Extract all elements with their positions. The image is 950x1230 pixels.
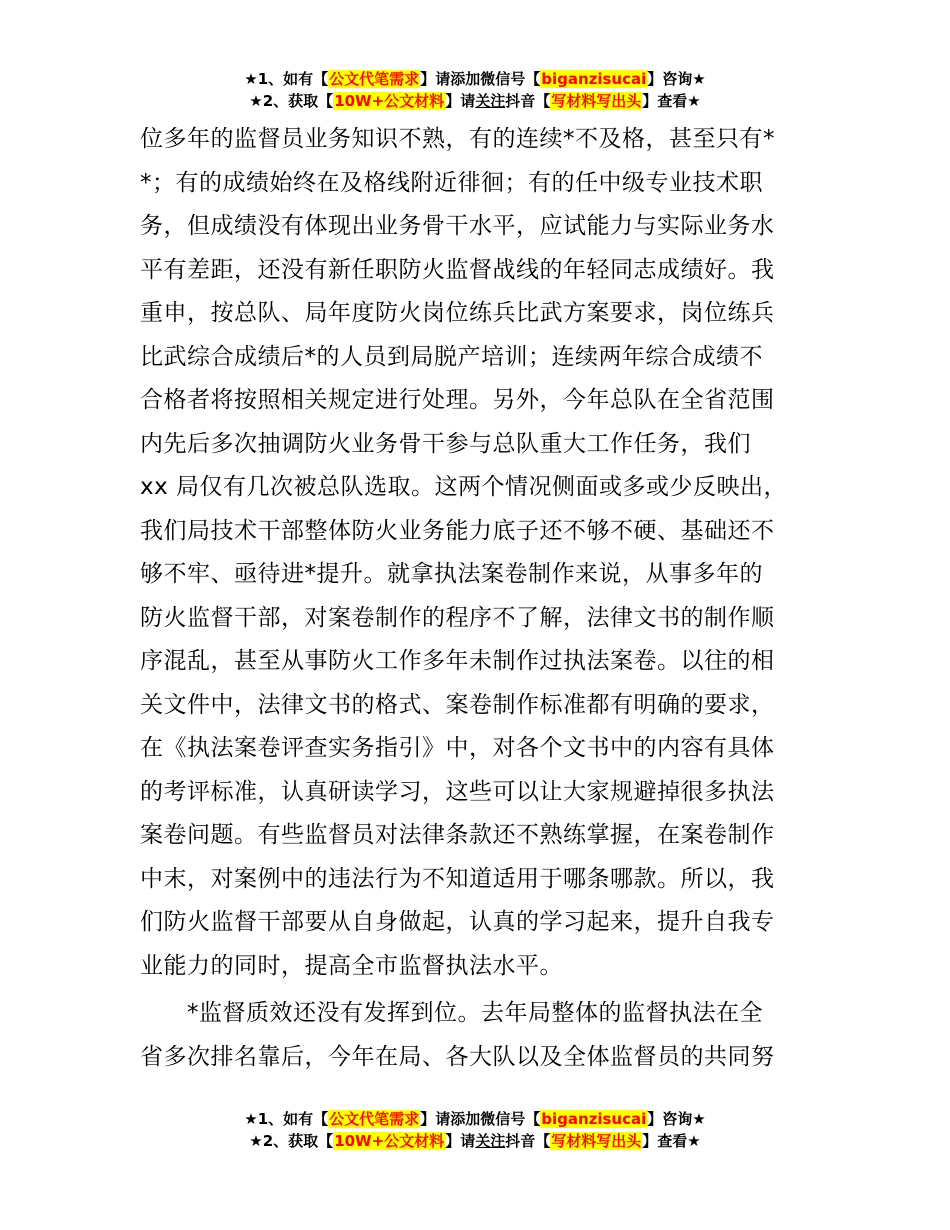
- header-highlight-wechat-id: biganzisucai: [541, 70, 647, 88]
- text-line: 平有差距，还没有新任职防火监督战线的年轻同志成绩好。我: [140, 256, 775, 283]
- footer-highlight-wechat-id: biganzisucai: [541, 1110, 647, 1128]
- footer-highlight-ghost-writing: 公文代笔需求: [329, 1110, 420, 1128]
- footer-highlight-douyin-account: 写材料写出头: [551, 1132, 642, 1150]
- text-line: 务，但成绩没有体现出业务骨干水平，应试能力与实际业务水: [140, 213, 775, 239]
- text-line: 合格者将按照相关规定进行处理。另外，今年总队在全省范围: [140, 387, 775, 413]
- text-line: 中末，对案例中的违法行为不知道适用于哪条哪款。所以，我: [140, 865, 775, 892]
- document-body: [140, 118, 830, 1079]
- text-line: 关文件中，法律文书的格式、案卷制作标准都有明确的要求，: [140, 691, 775, 718]
- text-line: *监督质效还没有发挥到位。去年局整体的监督执法在全: [140, 1000, 763, 1026]
- text-line: 比武综合成绩后*的人员到局脱产培训；连续两年综合成绩不: [140, 343, 763, 370]
- paragraph-1: [140, 118, 830, 988]
- footer-line-2-post: 】查看★: [642, 1132, 701, 1150]
- text-line: xx 局仅有几次被总队选取。这两个情况侧面或多或少反映出，: [140, 474, 788, 500]
- footer-line-2-pre: ★2、获取【: [249, 1132, 334, 1150]
- text-line: 的考评标准，认真研读学习，这些可以让大家规避掉很多执法: [140, 778, 775, 805]
- header-banner: [0, 68, 950, 112]
- header-highlight-materials: 10W+公文材料: [334, 92, 445, 110]
- text-line: 序混乱，甚至从事防火工作多年未制作过执法案卷。以往的相: [140, 648, 775, 674]
- text-line: 们防火监督干部要从自身做起，认真的学习起来，提升自我专: [140, 909, 775, 935]
- text-line: 我们局技术干部整体防火业务能力底子还不够不硬、基础还不: [140, 517, 775, 544]
- header-line-1-mid: 】请添加微信号【: [420, 70, 541, 88]
- header-line-1-pre: ★1、如有【: [244, 70, 329, 88]
- text-line: 案卷问题。有些监督员对法律条款还不熟练掌握，在案卷制作: [140, 822, 775, 848]
- header-underline-follow: 关注: [475, 92, 506, 110]
- header-line-2-pre: ★2、获取【: [249, 92, 334, 110]
- footer-line-1: [0, 1108, 950, 1130]
- header-highlight-ghost-writing: 公文代笔需求: [329, 70, 420, 88]
- footer-underline-follow: 关注: [475, 1132, 506, 1150]
- footer-line-1-post: 】咨询★: [647, 1110, 706, 1128]
- text-line: 重申，按总队、局年度防火岗位练兵比武方案要求，岗位练兵: [140, 300, 775, 326]
- text-line: 在《执法案卷评查实务指引》中，对各个文书中的内容有具体: [140, 735, 775, 761]
- text-line: 防火监督干部，对案卷制作的程序不了解，法律文书的制作顺: [140, 604, 775, 631]
- header-line-2-post: 】查看★: [642, 92, 701, 110]
- footer-line-1-mid: 】请添加微信号【: [420, 1110, 541, 1128]
- header-line-2-mid2: 抖音【: [505, 92, 551, 110]
- footer-line-2-mid2: 抖音【: [505, 1132, 551, 1150]
- header-line-2: [0, 90, 950, 112]
- header-line-1-post: 】咨询★: [647, 70, 706, 88]
- text-line: 省多次排名靠后，今年在局、各大队以及全体监督员的共同努: [140, 1043, 775, 1070]
- header-line-2-mid1: 】请: [445, 92, 476, 110]
- paragraph-2: [140, 992, 830, 1079]
- text-line: 业能力的同时，提高全市监督执法水平。: [140, 952, 563, 979]
- footer-highlight-materials: 10W+公文材料: [334, 1132, 445, 1150]
- footer-line-2: [0, 1130, 950, 1152]
- header-highlight-douyin-account: 写材料写出头: [551, 92, 642, 110]
- footer-line-2-mid1: 】请: [445, 1132, 476, 1150]
- text-line: 够不牢、亟待进*提升。就拿执法案卷制作来说，从事多年的: [140, 561, 763, 587]
- footer-line-1-pre: ★1、如有【: [244, 1110, 329, 1128]
- text-line: 位多年的监督员业务知识不熟，有的连续*不及格，甚至只有*: [140, 126, 775, 152]
- text-line: 内先后多次抽调防火业务骨干参与总队重大工作任务，我们: [140, 430, 751, 457]
- header-line-1: [0, 68, 950, 90]
- text-line: *；有的成绩始终在及格线附近徘徊；有的任中级专业技术职: [140, 169, 763, 196]
- footer-banner: [0, 1108, 950, 1152]
